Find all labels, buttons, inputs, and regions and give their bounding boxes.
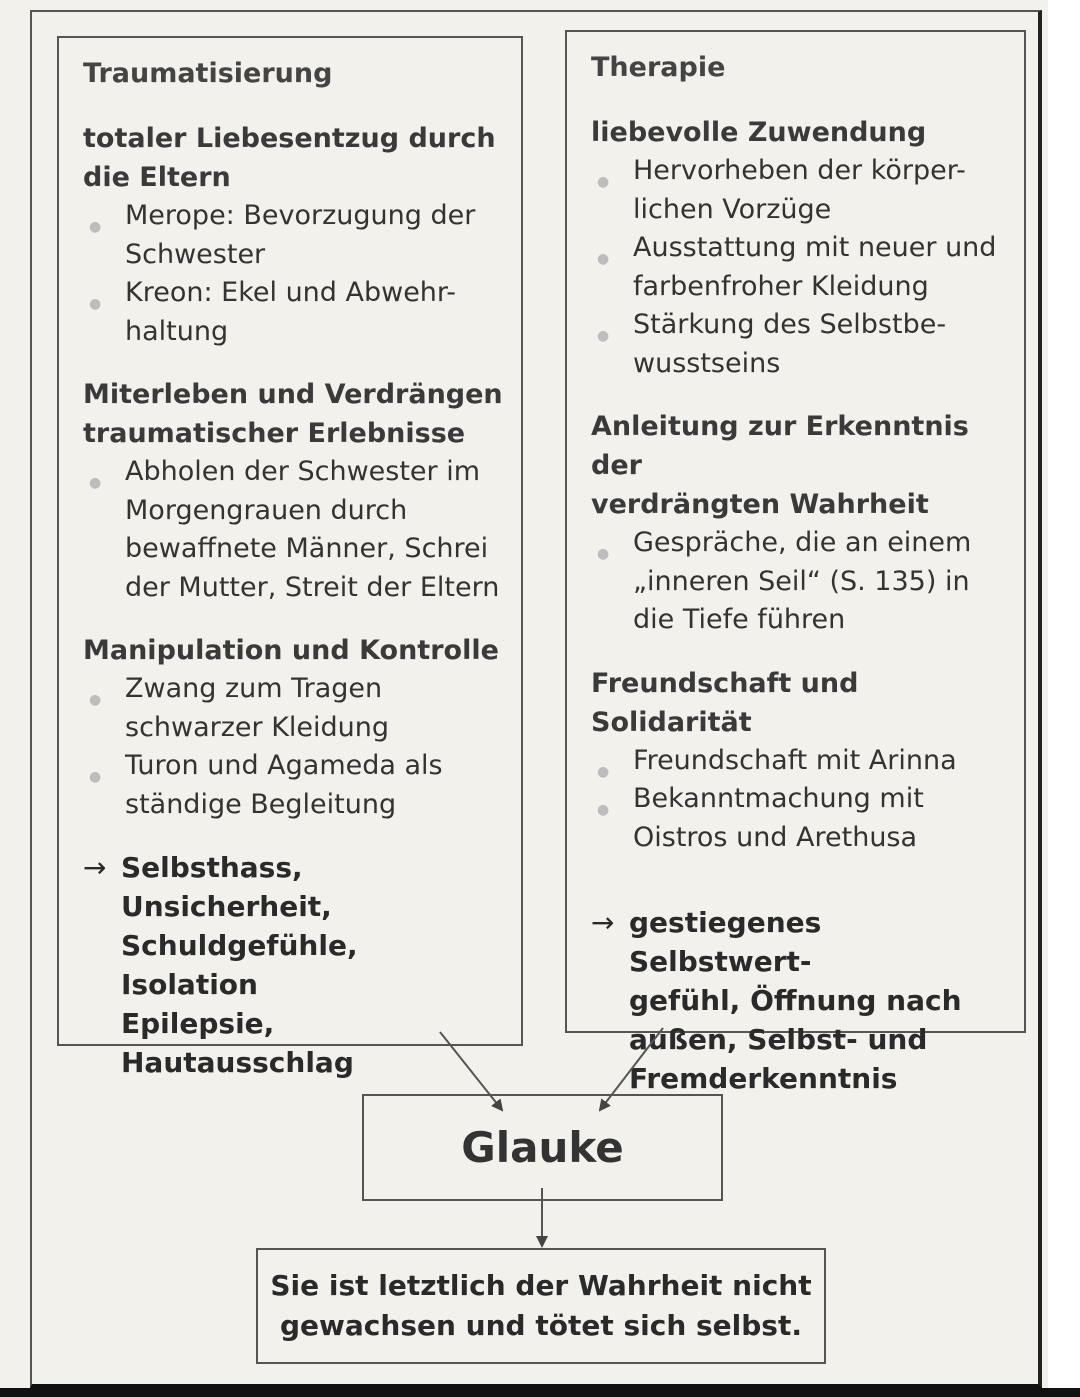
list-item: ● Abholen der Schwester im Morgengrauen durch bewaffnete Männer, Schrei der Mutter, Streit der Eltern bbox=[89, 456, 500, 603]
bullet-icon: ● bbox=[89, 475, 102, 491]
bullet-icon: ● bbox=[89, 219, 102, 235]
result-text: → Selbsthass, Unsicherheit, Schuldgefühle, Isolation Epilepsie, Hautausschlag bbox=[83, 848, 503, 1082]
conclusion-box: Sie ist letztlich der Wahrheit nicht gewachsen und tötet sich selbst. bbox=[256, 1248, 826, 1364]
bullet-icon: ● bbox=[597, 546, 610, 562]
result-text: → gestiegenes Selbstwert- gefühl, Öffnung nach außen, Selbst- und Fremderkenntnis bbox=[591, 903, 1006, 1098]
bullet-icon: ● bbox=[597, 174, 610, 190]
page-edge-right bbox=[1048, 0, 1080, 1397]
section-title: liebevolle Zuwendung bbox=[591, 117, 927, 148]
list-item: ● Stärkung des Selbstbe- wusstseins bbox=[597, 309, 947, 379]
list-item: ● Zwang zum Tragen schwarzer Kleidung bbox=[89, 673, 390, 743]
bullet-icon: ● bbox=[597, 763, 610, 780]
list-item: ● Turon und Agameda als ständige Begleitung bbox=[89, 750, 443, 820]
bullet-icon: ● bbox=[89, 769, 102, 785]
column-title: Traumatisierung bbox=[83, 58, 333, 89]
right-arrow-icon: → bbox=[591, 906, 615, 939]
section-title: Manipulation und Kontrolle bbox=[83, 635, 499, 666]
list-item: ● Ausstattung mit neuer und farbenfroher Kleidung bbox=[597, 232, 997, 302]
section-title: Miterleben und Verdrängen traumatischer Erlebnisse bbox=[83, 379, 503, 449]
page-edge-bottom bbox=[0, 1388, 1080, 1397]
section-title: Anleitung zur Erkenntnis der verdrängten Wahrheit bbox=[591, 411, 969, 520]
list-item: ● Hervorheben der körper- lichen Vorzüge bbox=[597, 155, 966, 225]
bullet-icon: ● bbox=[597, 328, 610, 344]
list-item: ● Bekanntmachung mit Oistros und Arethusa bbox=[597, 783, 924, 853]
right-arrow-icon: → bbox=[83, 851, 107, 884]
section-title: Freundschaft und Solidarität bbox=[591, 667, 859, 738]
list-item: ● Gespräche, die an einem „inneren Seil“ (S. 135) in die Tiefe führen bbox=[597, 527, 972, 635]
column-title: Therapie bbox=[591, 52, 726, 83]
bullet-icon: ● bbox=[597, 802, 610, 818]
list-item: ● Freundschaft mit Arinna bbox=[591, 742, 1006, 781]
glauke-box: Glauke bbox=[362, 1094, 723, 1201]
section-title: totaler Liebesentzug durch die Eltern bbox=[83, 123, 496, 193]
bullet-icon: ● bbox=[89, 296, 102, 312]
bullet-icon: ● bbox=[597, 251, 610, 267]
bullet-icon: ● bbox=[89, 692, 102, 708]
list-item: ● Kreon: Ekel und Abwehr- haltung bbox=[89, 277, 457, 347]
list-item: ● Merope: Bevorzugung der Schwester bbox=[89, 200, 476, 270]
